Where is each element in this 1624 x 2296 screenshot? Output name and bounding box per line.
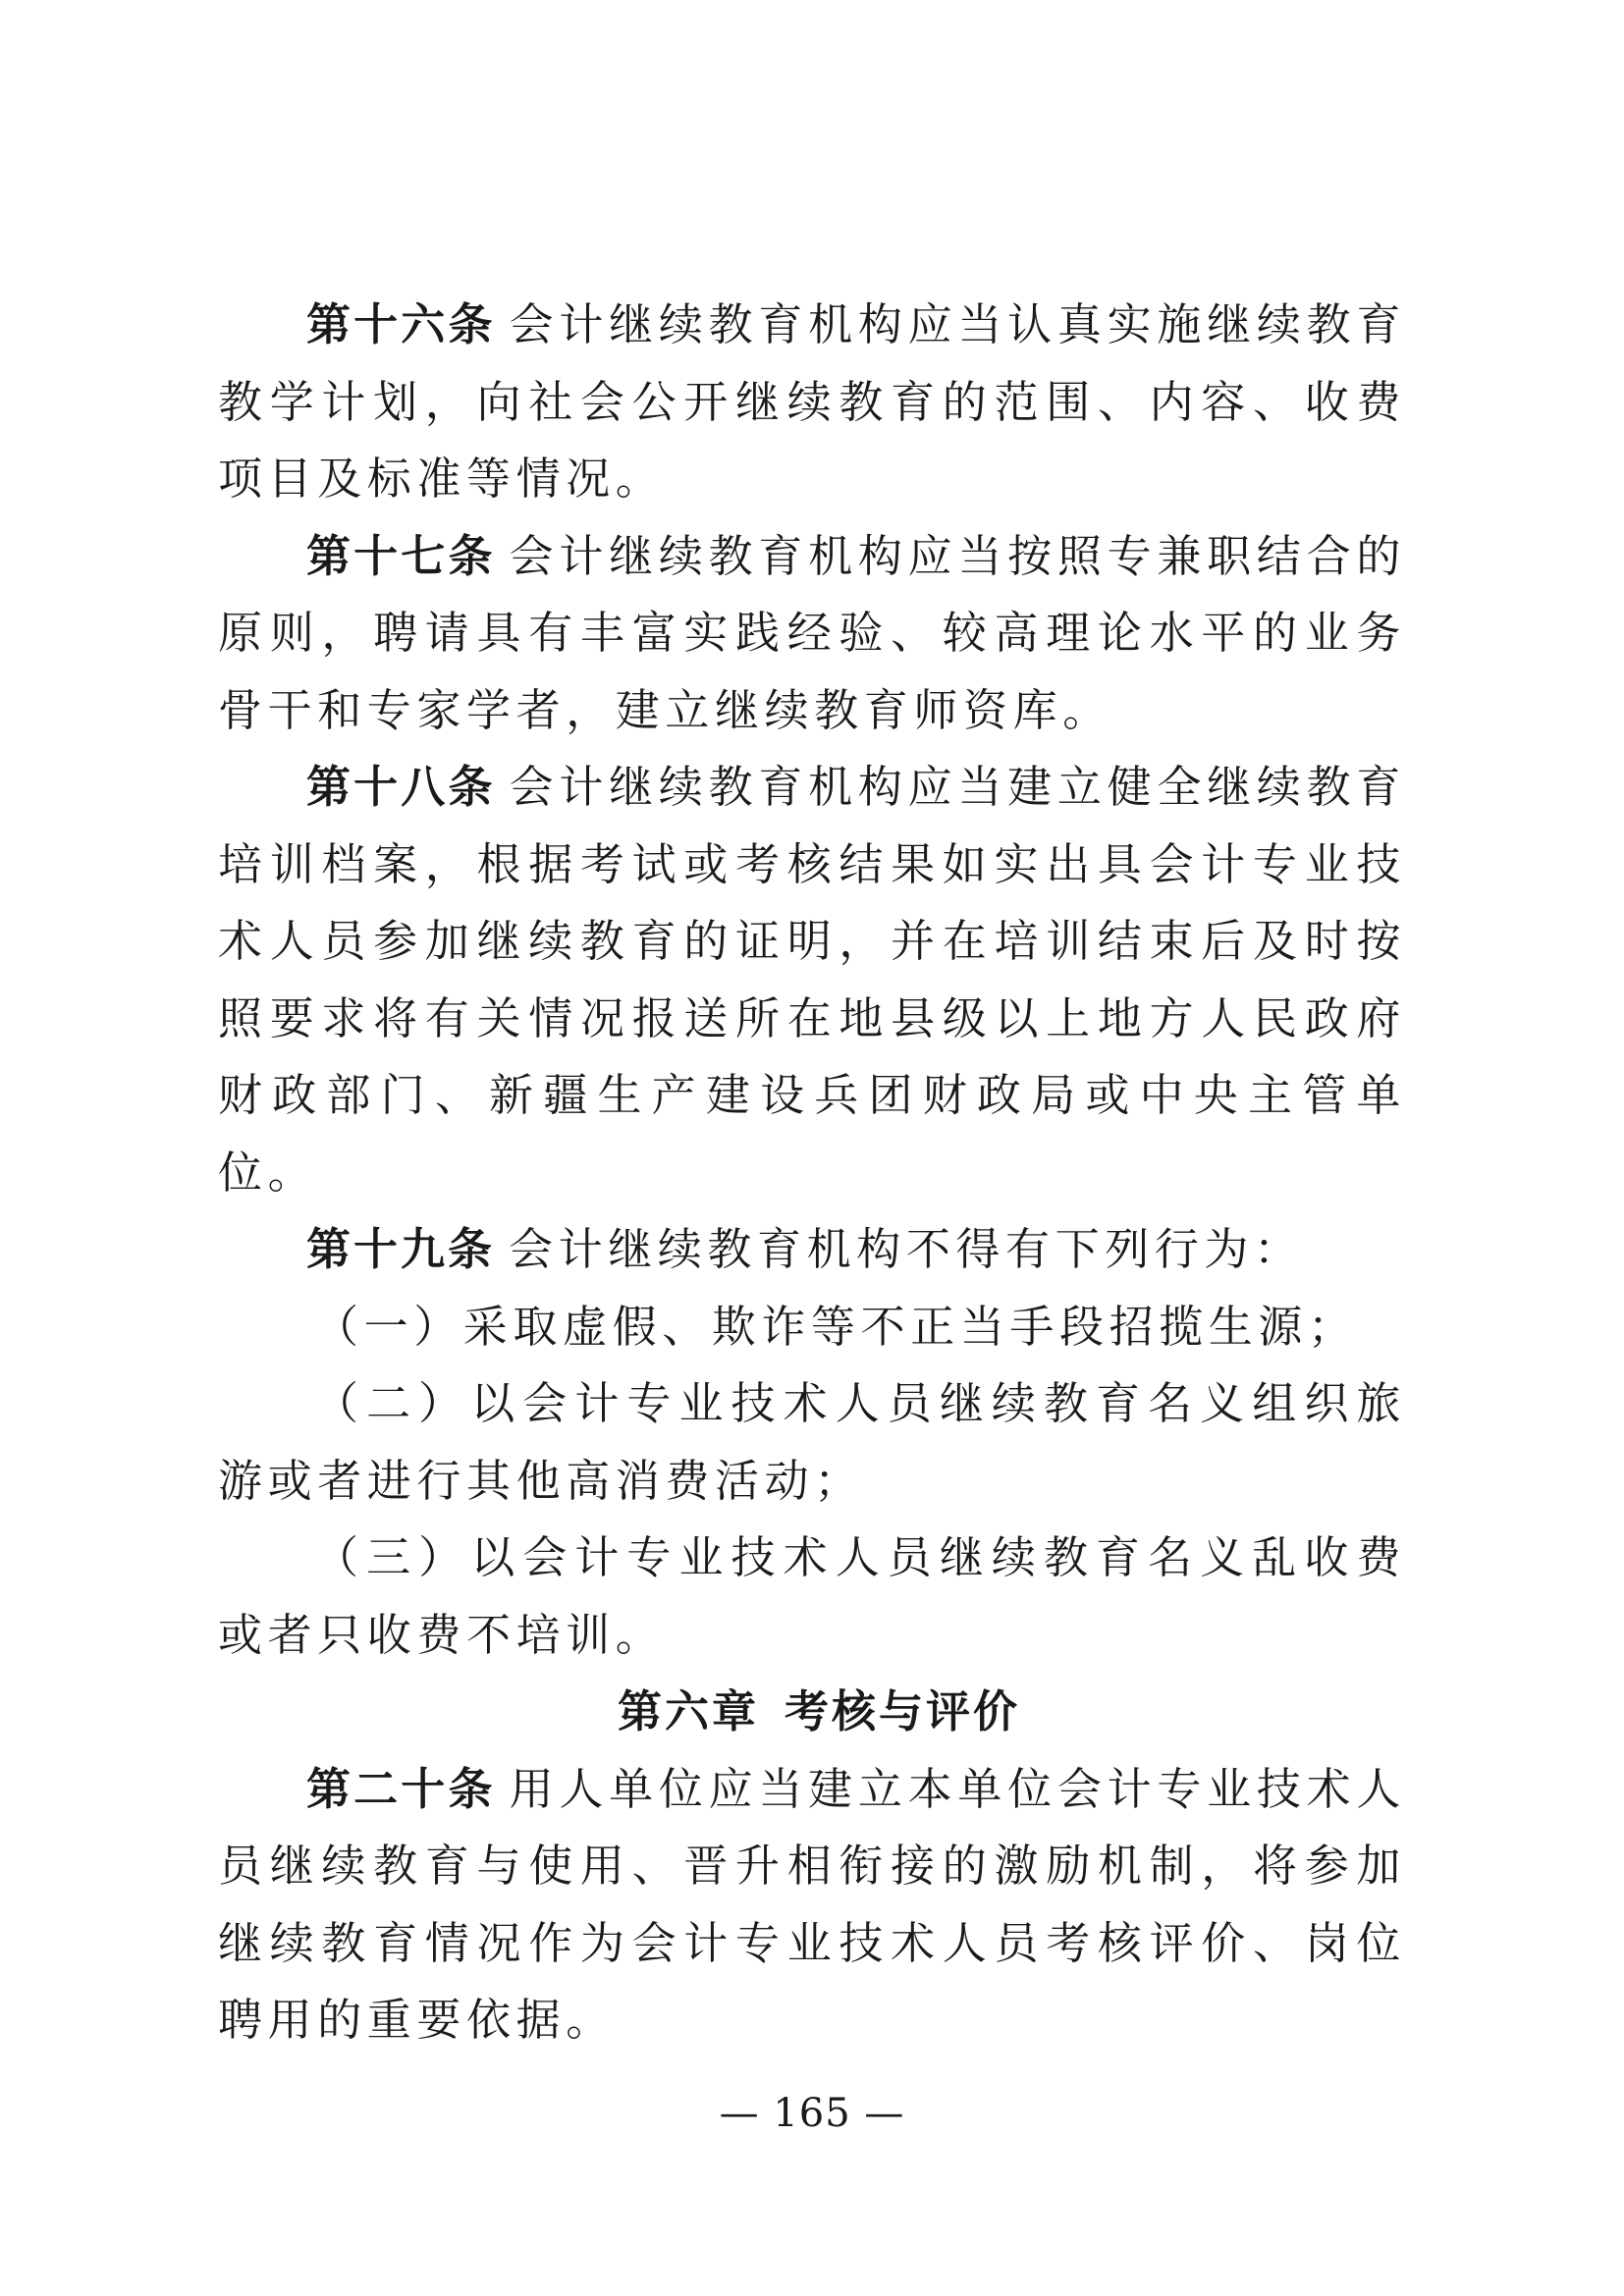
article-title: 第十七条 xyxy=(306,529,496,582)
article-title: 第十八条 xyxy=(306,761,496,813)
article-text: 用人单位应当建立本单位会计专业技术人员继续教育与使用、晋升相衔接的激励机制，将参加继续教育情况作为会计专业技术人员考核评价、岗位聘用的重要依据。 xyxy=(218,1762,1406,2046)
article-text: 会计继续教育机构应当建立健全继续教育培训档案，根据考试或考核结果如实出具会计专业技术人员参加继续教育的证明，并在培训结束后及时按照要求将有关情况报送所在地县级以上地方人民政府财政部门、新疆生产建设兵团财政局或中央主管单位。 xyxy=(218,761,1406,1199)
list-item: （一）采取虚假、欺诈等不正当手段招揽生源； xyxy=(314,1300,1358,1353)
article-17 xyxy=(218,518,1406,750)
chapter-heading xyxy=(218,1674,1406,1751)
article-text: 会计继续教育机构应当按照专兼职结合的原则，聘请具有丰富实践经验、较高理论水平的业务骨干和专家学者，建立继续教育师资库。 xyxy=(218,529,1406,736)
article-18 xyxy=(218,749,1406,1211)
article-16 xyxy=(218,287,1406,518)
article-title: 第二十条 xyxy=(306,1762,496,1815)
article-text: 会计继续教育机构不得有下列行为： xyxy=(509,1223,1304,1275)
list-item: （三）以会计专业技术人员继续教育名义乱收费或者只收费不培训。 xyxy=(218,1531,1406,1661)
article-text: 会计继续教育机构应当认真实施继续教育教学计划，向社会公开继续教育的范围、内容、收费项目及标准等情况。 xyxy=(218,298,1406,505)
article-19 xyxy=(218,1211,1406,1289)
article-title: 第十九条 xyxy=(306,1223,496,1275)
list-item: （二）以会计专业技术人员继续教育名义组织旅游或者进行其他高消费活动； xyxy=(218,1377,1406,1507)
chapter-name: 考核与评价 xyxy=(785,1685,1021,1737)
article-20 xyxy=(218,1751,1406,2059)
document-body xyxy=(218,287,1406,2059)
page-number: — 165 — xyxy=(719,2091,905,2136)
article-title: 第十六条 xyxy=(306,298,496,350)
chapter-number: 第六章 xyxy=(617,1685,759,1737)
